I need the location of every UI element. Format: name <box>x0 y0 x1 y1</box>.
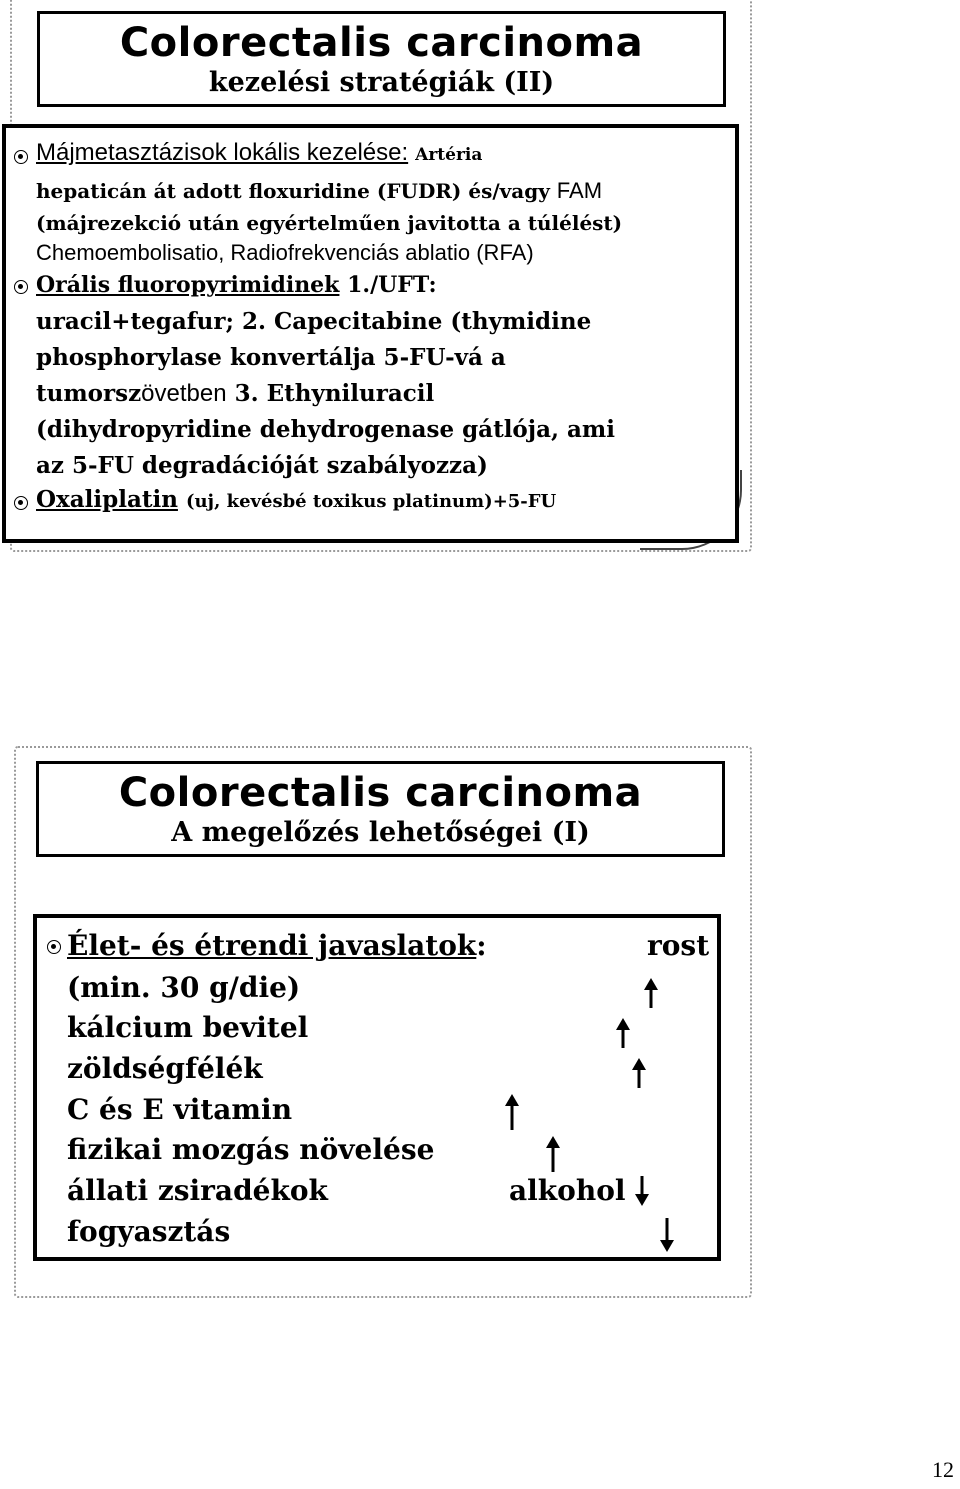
bullet2-heading: Orális fluoropyrimidinek <box>36 272 340 298</box>
slide-1-title-box <box>37 11 726 107</box>
slide-2-subtitle: A megelőzés lehetőségei (I) <box>171 817 590 848</box>
bullet1-tail: Artéria <box>415 145 483 165</box>
slide-1-title: Colorectalis carcinoma <box>119 20 644 66</box>
arrow-down-icon <box>634 1176 650 1206</box>
page-number: 12 <box>932 1457 954 1482</box>
slide-2-bullet-colon: : <box>476 929 487 962</box>
slide-2-content-box <box>33 914 721 1261</box>
line-chemoembolisatio: Chemoembolisatio, Radiofrekvenciás ablatio (RFA) <box>36 240 534 265</box>
line-tumor-a: tumorsz <box>36 380 142 407</box>
slide-2-bullet-heading: Élet- és étrendi javaslatok <box>67 929 477 962</box>
prevention-item: állati zsiradékok <box>67 1174 328 1207</box>
prevention-item: (min. 30 g/die) <box>67 971 301 1004</box>
arrow-down-icon <box>659 1218 675 1252</box>
slide-2-title: Colorectalis carcinoma <box>118 770 643 816</box>
line-fam: FAM <box>556 178 603 203</box>
line-uracil: uracil+tegafur; 2. Capecitabine (thymidine <box>36 308 592 335</box>
line-phosphorylase: phosphorylase konvertálja 5-FU-vá a <box>36 344 506 371</box>
bullet2-tail: 1./UFT: <box>347 272 437 298</box>
arrow-up-icon <box>615 1018 631 1048</box>
bullet-icon <box>47 940 61 954</box>
bullet-icon <box>14 280 28 294</box>
bullet3-heading: Oxaliplatin <box>36 486 178 513</box>
line-hepatican: hepaticán át adott floxuridine (FUDR) és/vagy <box>36 179 550 203</box>
arrow-up-icon <box>545 1136 561 1172</box>
bullet3-tail: (uj, kevésbé toxikus platinum)+5-FU <box>185 491 557 512</box>
slide-2-title-box <box>36 761 725 857</box>
prevention-item: kálcium bevitel <box>67 1011 309 1044</box>
line-degradacio: az 5-FU degradációját szabályozza) <box>36 452 488 479</box>
prevention-item: zöldségfélék <box>67 1052 263 1085</box>
line-tumor-c: 3. Ethyniluracil <box>226 380 435 407</box>
arrow-up-icon <box>643 978 659 1008</box>
slide-1-content-box <box>2 124 739 543</box>
arrow-up-icon <box>631 1058 647 1088</box>
arrow-up-icon <box>504 1094 520 1130</box>
rost-label: rost <box>647 929 710 962</box>
line-majrezekcio: (májrezekció után egyértelműen javitotta a túlélést) <box>36 211 623 235</box>
line-tumor-b: övetben <box>141 380 227 407</box>
prevention-item: C és E vitamin <box>67 1093 293 1126</box>
alkohol-label: alkohol <box>509 1174 626 1207</box>
line-dihydropyridine: (dihydropyridine dehydrogenase gátlója, ami <box>36 416 615 443</box>
prevention-item: fogyasztás <box>67 1215 231 1248</box>
prevention-item: fizikai mozgás növelése <box>67 1133 435 1166</box>
bullet1-heading: Májmetasztázisok lokális kezelése: <box>36 139 409 166</box>
slide-1-subtitle: kezelési stratégiák (II) <box>208 67 555 98</box>
bullet-icon <box>14 496 28 510</box>
bullet-icon <box>14 150 28 164</box>
